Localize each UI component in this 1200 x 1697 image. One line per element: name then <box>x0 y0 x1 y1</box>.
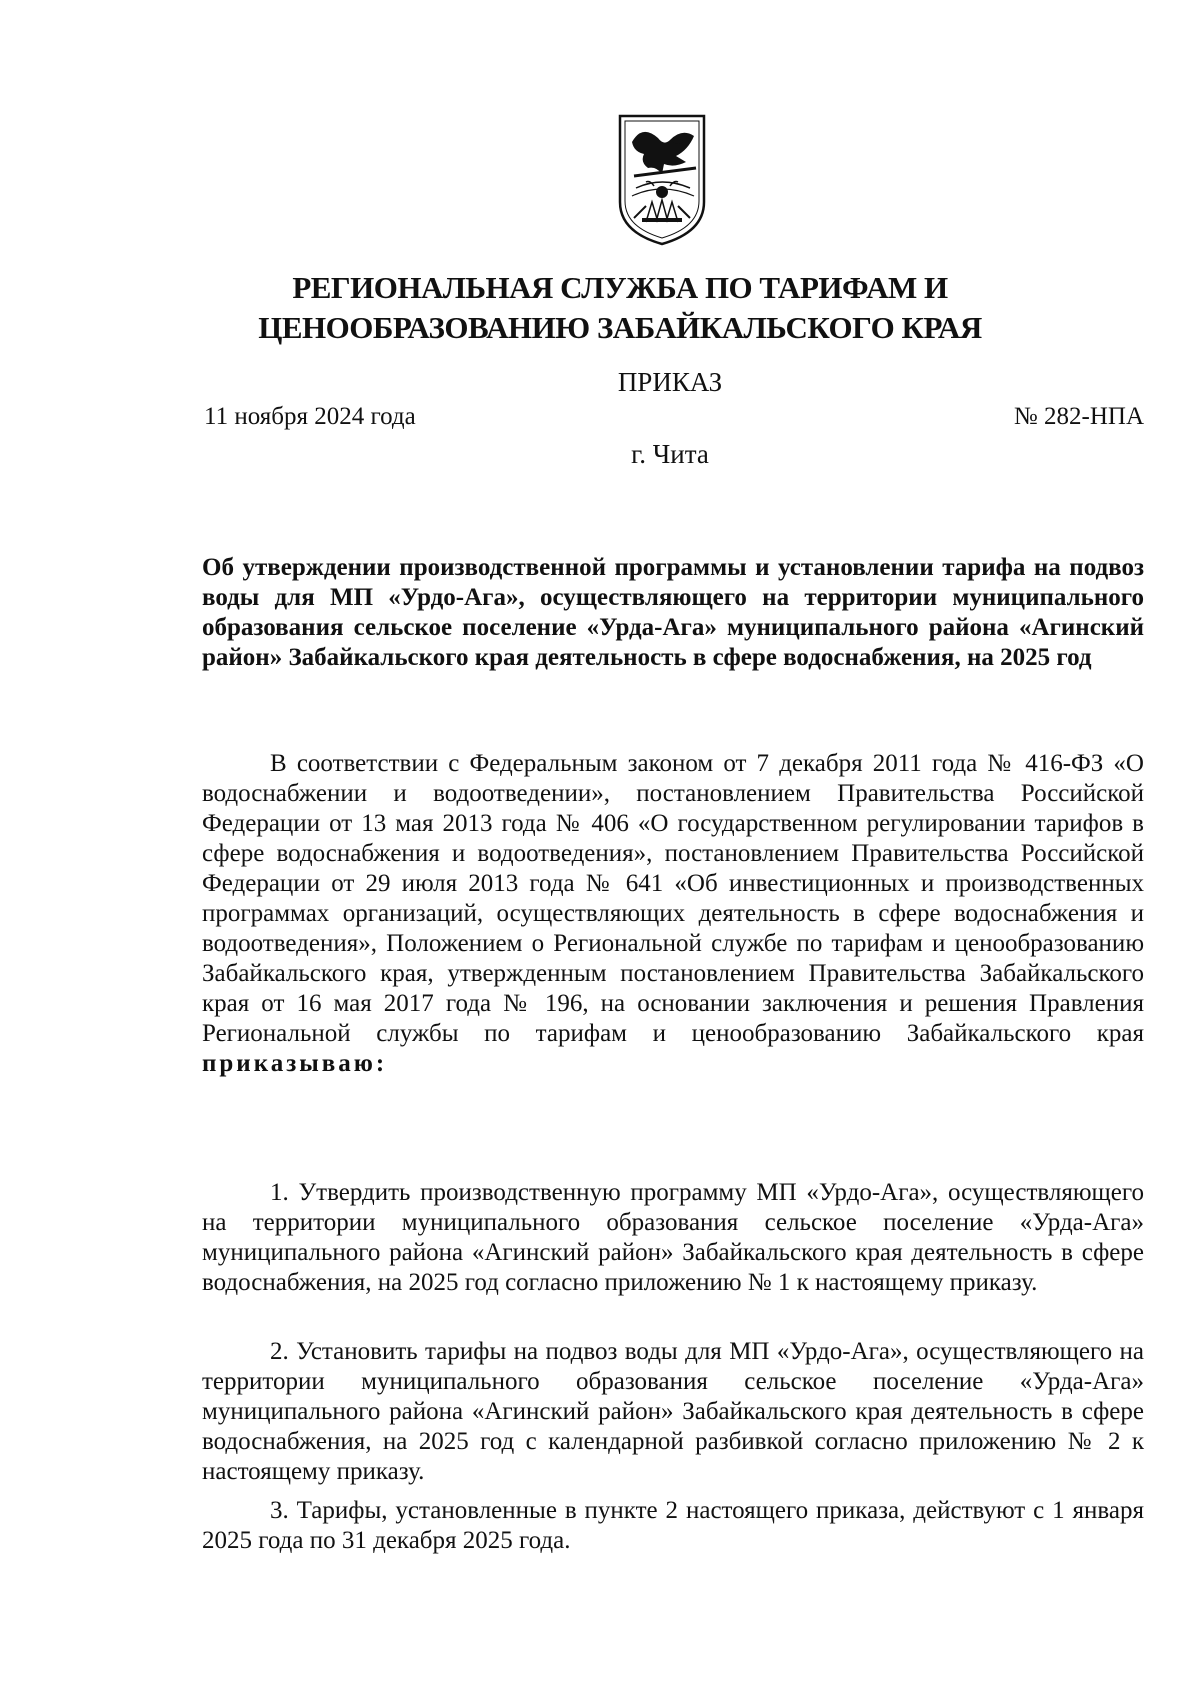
order-item-1: 1. Утвердить производственную программу МП «Урдо-Ага», осуществляющего на территории муниципального образования сельское поселение «Урда-Ага» муниципального района «Агинский район» Забайкальского края деятельность в сфере водоснабжения, на 2025 год согласно приложению № 1 к настоящему приказу. <box>202 1179 1144 1296</box>
zabaikalsky-krai-coat-of-arms-icon <box>612 110 712 250</box>
document-type: ПРИКАЗ <box>617 367 723 397</box>
organization-title <box>200 268 1040 348</box>
order-item-3: 3. Тарифы, установленные в пункте 2 настоящего приказа, действуют с 1 января 2025 года по 31 декабря 2025 года. <box>202 1497 1144 1554</box>
order-number: № 282-НПА <box>1013 403 1144 430</box>
order-subject: Об утверждении производственной программы и установлении тарифа на подвоз воды для МП «Урдо-Ага», осуществляющего на территории муниципального образования сельское поселение «Урда-Ага» муниципального района «Агинский район» Забайкальского края деятельность в сфере водоснабжения, на 2025 год <box>202 554 1144 671</box>
organization-title-line-1: РЕГИОНАЛЬНАЯ СЛУЖБА ПО ТАРИФАМ И <box>292 270 948 305</box>
preamble-paragraph <box>202 749 1144 1079</box>
organization-title-line-2: ЦЕНООБРАЗОВАНИЮ ЗАБАЙКАЛЬСКОГО КРАЯ <box>258 310 982 345</box>
preamble-text: В соответствии с Федеральным законом от 7 декабря 2011 года № 416-ФЗ «О водоснабжении и водоотведении», постановлением Правительства Российской Федерации от 13 мая 2013 года № 406 «О государственном регулировании тарифов в сфере водоснабжения и водоотведения», постановлением Правительства Российской Федерации от 29 июля 2013 года № 641 «Об инвестиционных и производственных программах организаций, осуществляющих деятельность в сфере водоснабжения и водоотведения», Положением о Региональной службе по тарифам и ценообразованию Забайкальского края, утвержденным постановлением Правительства Забайкальского края от 16 мая 2017 года № 196, на основании заключения и решения Правления Региональной службы по тарифам и ценообразованию Забайкальского края <box>202 750 1144 1047</box>
order-city: г. Чита <box>631 439 709 469</box>
preamble-keyword: приказываю: <box>202 1050 388 1077</box>
order-item-2: 2. Установить тарифы на подвоз воды для МП «Урдо-Ага», осуществляющего на территории муниципального образования сельское поселение «Урда-Ага» муниципального района «Агинский район» Забайкальского края деятельность в сфере водоснабжения, на 2025 год с календарной разбивкой согласно приложению № 2 к настоящему приказу. <box>202 1338 1144 1485</box>
order-date: 11 ноября 2024 года <box>204 403 416 430</box>
